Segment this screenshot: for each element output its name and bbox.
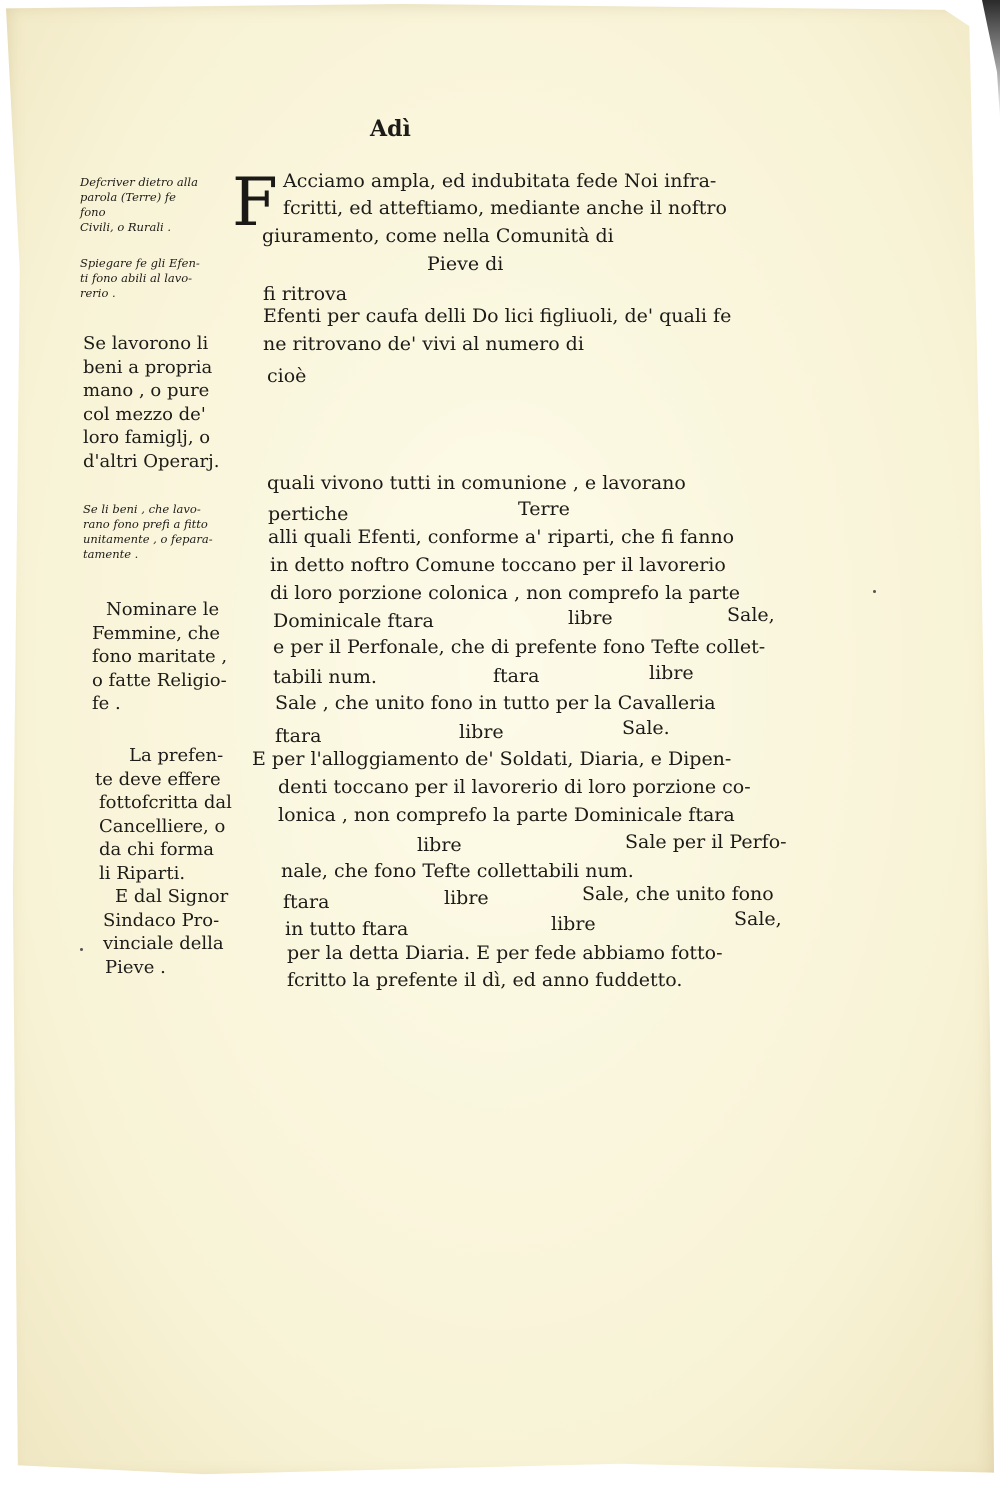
body-line: Dominicale ftara xyxy=(273,610,434,632)
note-line: d'altri Operarj. xyxy=(83,450,220,472)
note-line: Defcriver dietro alla xyxy=(80,175,198,189)
note-line: unitamente , o fepara- xyxy=(83,532,213,546)
note-line: fottofcritta dal xyxy=(99,792,232,813)
page-heading: Adì xyxy=(370,116,411,142)
ink-speck xyxy=(80,948,83,951)
body-line: ftara xyxy=(283,891,330,913)
body-line: pertiche xyxy=(268,503,349,525)
body-line: Terre xyxy=(518,498,570,520)
body-line: in tutto ftara xyxy=(285,918,409,940)
note-line: tamente . xyxy=(83,547,139,561)
drop-cap-initial: F xyxy=(232,164,278,241)
body-line: Sale per il Perfo- xyxy=(625,831,787,853)
body-line: Sale , che unito fono in tutto per la Cavalleria xyxy=(275,692,716,714)
body-line: e per il Perfonale, che di prefente fono Tefte collet- xyxy=(273,636,766,658)
body-line: fcritto la prefente il dì, ed anno fuddetto. xyxy=(287,969,683,991)
body-line: libre xyxy=(568,607,613,629)
note-line: rerio . xyxy=(80,286,116,300)
body-line: cioè xyxy=(267,365,307,387)
body-line: Acciamo ampla, ed indubitata fede Noi infra- xyxy=(283,170,717,192)
body-line: tabili num. xyxy=(273,666,377,688)
note-line: Pieve . xyxy=(105,956,166,978)
margin-note-work xyxy=(83,332,228,473)
margin-note-lease xyxy=(83,502,233,562)
body-line: denti toccano per il lavorerio di loro porzione co- xyxy=(278,776,751,798)
body-line: nale, che fono Tefte collettabili num. xyxy=(281,860,634,882)
body-line: Sale. xyxy=(622,717,670,739)
body-line: libre xyxy=(444,887,489,909)
note-line: li Riparti. xyxy=(99,862,186,884)
note-line: da chi forma xyxy=(99,839,215,860)
note-line: ti fono abili al lavo- xyxy=(80,271,193,285)
body-line: ftara xyxy=(493,665,540,687)
note-line: Se lavorono li xyxy=(83,333,209,354)
note-line: Nominare le xyxy=(106,599,220,620)
body-line: fcritti, ed atteftiamo, mediante anche il noftro xyxy=(283,197,727,219)
note-line: fe . xyxy=(92,693,121,714)
body-line: per la detta Diaria. E per fede abbiamo fotto- xyxy=(287,942,723,964)
note-line: Femmine, che xyxy=(92,622,221,644)
body-line: libre xyxy=(417,834,462,856)
note-line: Civili, o Rurali . xyxy=(80,220,171,234)
margin-note-describe xyxy=(80,175,205,235)
body-line: alli quali Efenti, conforme a' riparti, che fi fanno xyxy=(268,526,735,548)
body-line: in detto noftro Comune toccano per il lavorerio xyxy=(270,554,726,576)
note-line: Sindaco Pro- xyxy=(103,909,220,931)
note-line: fono maritate , xyxy=(92,646,228,667)
body-line: E per l'alloggiamento de' Soldati, Diaria, e Dipen- xyxy=(252,748,732,770)
body-line: libre xyxy=(459,721,504,743)
note-line: beni a propria xyxy=(83,356,213,378)
margin-note-explain xyxy=(80,256,205,301)
note-line: parola (Terre) fe fono xyxy=(80,190,176,219)
body-line: ne ritrovano de' vivi al numero di xyxy=(263,333,584,355)
body-line: Sale, xyxy=(727,604,775,626)
note-line: E dal Signor xyxy=(115,886,229,907)
body-line: ftara xyxy=(275,725,322,747)
note-line: vinciale della xyxy=(103,933,224,954)
note-line: mano , o pure xyxy=(83,380,210,401)
body-line: Pieve di xyxy=(427,253,504,275)
note-line: Cancelliere, o xyxy=(99,815,226,837)
note-line: rano fono prefi a fitto xyxy=(83,517,208,531)
note-line: te deve effere xyxy=(95,768,221,790)
page-edge-shadow xyxy=(970,0,1000,120)
body-line: quali vivono tutti in comunione , e lavorano xyxy=(267,472,686,494)
body-line: libre xyxy=(551,913,596,935)
ink-speck xyxy=(873,590,876,593)
body-line: giuramento, come nella Comunità di xyxy=(262,225,614,247)
note-line: La prefen- xyxy=(129,745,224,766)
margin-note-signatures xyxy=(85,744,240,979)
body-line: di loro porzione colonica , non comprefo la parte xyxy=(270,582,741,604)
body-line: libre xyxy=(649,662,694,684)
note-line: Spiegare fe gli Efen- xyxy=(80,256,200,270)
note-line: col mezzo de' xyxy=(83,403,206,425)
body-line: fi ritrova xyxy=(263,283,348,305)
body-line: Sale, che unito fono xyxy=(582,883,774,905)
note-line: loro famiglj, o xyxy=(83,427,211,448)
margin-note-women xyxy=(92,598,237,716)
note-line: o fatte Religio- xyxy=(92,669,227,691)
body-line: Sale, xyxy=(734,908,782,930)
body-line: Efenti per caufa delli Do lici figliuoli, de' quali fe xyxy=(263,305,732,327)
body-line: lonica , non comprefo la parte Dominicale ftara xyxy=(278,804,735,826)
note-line: Se li beni , che lavo- xyxy=(83,502,201,516)
